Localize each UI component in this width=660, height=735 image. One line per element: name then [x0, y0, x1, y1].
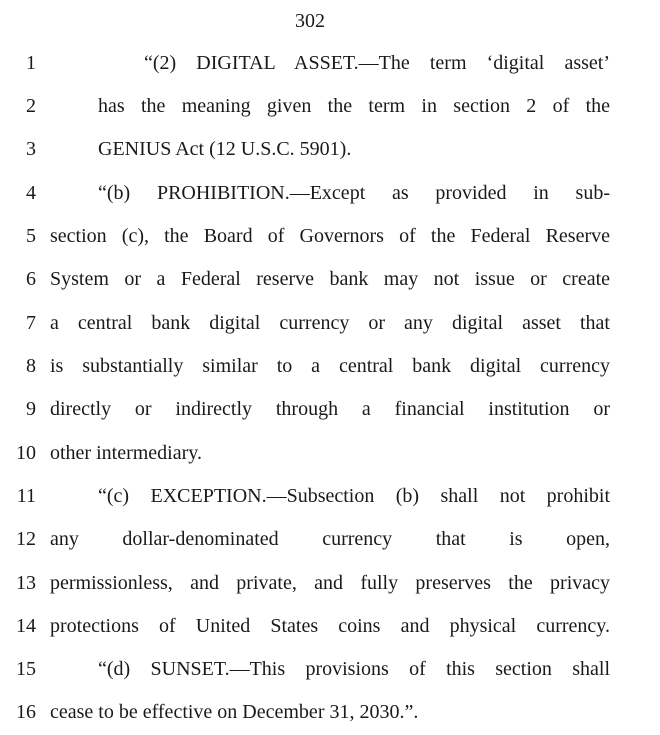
text-line [0, 481, 660, 511]
line-text: protections of United States coins and physical currency. [50, 615, 610, 637]
line-text: any dollar-denominated currency that is open, [50, 528, 610, 550]
line-text: “(d) SUNSET.—This provisions of this section shall [98, 658, 610, 680]
text-line [0, 48, 660, 78]
text-line [0, 524, 660, 554]
line-text: directly or indirectly through a financial institution or [50, 398, 610, 420]
text-line [0, 611, 660, 641]
line-number: 13 [16, 572, 36, 594]
text-line [0, 264, 660, 294]
line-text: “(2) DIGITAL ASSET.—The term ‘digital asset’ [144, 52, 610, 74]
line-text: permissionless, and private, and fully preserves the privacy [50, 572, 610, 594]
line-number: 3 [26, 138, 36, 160]
line-text: “(c) EXCEPTION.—Subsection (b) shall not prohibit [98, 485, 610, 507]
text-line [0, 438, 660, 468]
page-number: 302 [295, 10, 325, 32]
line-text: a central bank digital currency or any digital asset that [50, 312, 610, 334]
text-line [0, 134, 660, 164]
line-number: 1 [26, 52, 36, 74]
line-number: 9 [26, 398, 36, 420]
line-number: 8 [26, 355, 36, 377]
line-number: 4 [26, 182, 36, 204]
line-text: has the meaning given the term in section 2 of the [98, 95, 610, 117]
text-line [0, 568, 660, 598]
line-text: GENIUS Act (12 U.S.C. 5901). [98, 138, 352, 160]
line-number: 10 [16, 442, 36, 464]
line-number: 6 [26, 268, 36, 290]
line-text: other intermediary. [50, 442, 202, 464]
text-line [0, 654, 660, 684]
text-line [0, 697, 660, 727]
text-line [0, 394, 660, 424]
line-text: System or a Federal reserve bank may not issue or create [50, 268, 610, 290]
text-line [0, 351, 660, 381]
line-number: 5 [26, 225, 36, 247]
line-number: 14 [16, 615, 36, 637]
line-text: is substantially similar to a central bank digital currency [50, 355, 610, 377]
line-text: cease to be effective on December 31, 2030.”. [50, 701, 419, 723]
line-number: 7 [26, 312, 36, 334]
line-text: “(b) PROHIBITION.—Except as provided in sub- [98, 182, 610, 204]
text-line [0, 221, 660, 251]
line-number: 15 [16, 658, 36, 680]
line-number: 16 [16, 701, 36, 723]
line-text: section (c), the Board of Governors of the Federal Reserve [50, 225, 610, 247]
line-number: 12 [16, 528, 36, 550]
text-line [0, 308, 660, 338]
line-number: 2 [26, 95, 36, 117]
text-line [0, 178, 660, 208]
text-line [0, 91, 660, 121]
line-number: 11 [16, 485, 36, 507]
